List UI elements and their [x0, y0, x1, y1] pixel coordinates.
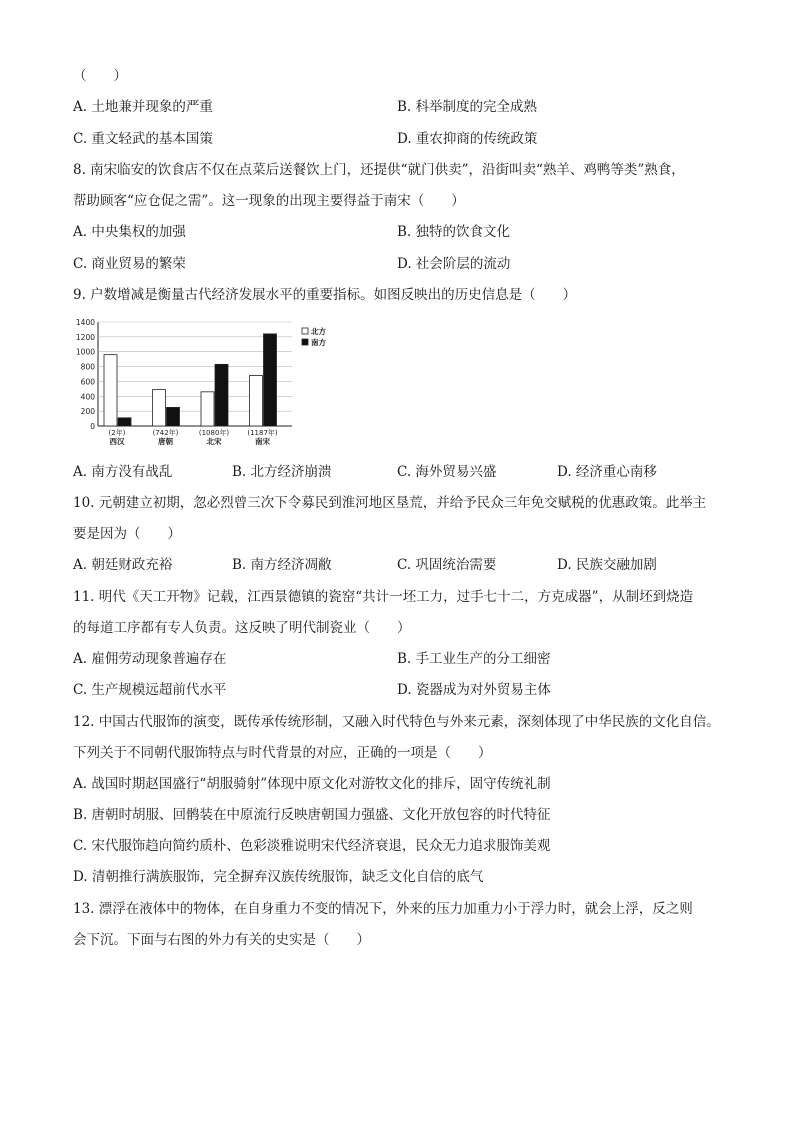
x-category-label: 唐朝 [158, 437, 173, 446]
household-bar-chart [70, 312, 340, 454]
q11-option-a: A. 雇佣劳动现象普遍存在 [73, 651, 227, 667]
bar-north [153, 390, 166, 426]
legend-swatch [302, 339, 308, 345]
y-tick-label: 200 [80, 407, 95, 417]
q8-option-b: B. 独特的饮食文化 [397, 224, 511, 240]
q9-stem-line1: 9. 户数增减是衡量古代经济发展水平的重要指标。如图反映出的历史信息是（ ） [73, 287, 577, 303]
x-year-label: (2年) [108, 429, 126, 437]
q7-option-a: A. 土地兼并现象的严重 [73, 99, 213, 115]
q9-option-c: C. 海外贸易兴盛 [397, 464, 497, 480]
q12-option-b: B. 唐朝时胡服、回鹘装在中原流行反映唐朝国力强盛、文化开放包容的时代特征 [73, 807, 551, 823]
x-category-label: 西汉 [109, 437, 125, 446]
q12-stem-line1: 12. 中国古代服饰的演变，既传承传统形制，又融入时代特色与外来元素，深刻体现了中华民族的文化自信。 [73, 714, 720, 730]
bar-south [118, 418, 131, 426]
y-tick-label: 1200 [75, 332, 95, 342]
q11-stem-line2: 的每道工序都有专人负责。这反映了明代制瓷业（ ） [73, 620, 411, 636]
q7-option-d: D. 重农抑商的传统政策 [397, 131, 538, 147]
q12-option-c: C. 宋代服饰趋向简约质朴、色彩淡雅说明宋代经济衰退，民众无力追求服饰美观 [73, 838, 551, 854]
y-tick-label: 800 [80, 362, 95, 372]
q10-option-c: C. 巩固统治需要 [397, 557, 497, 573]
q9-option-b: B. 北方经济崩溃 [232, 464, 332, 480]
q9-option-a: A. 南方没有战乱 [73, 464, 173, 480]
q11-stem-line1: 11. 明代《天工开物》记载，江西景德镇的瓷窑“共计一坯工力，过手七十二，方克成器”，从制坯到烧造 [73, 589, 694, 605]
x-category-label: 南宋 [255, 437, 270, 446]
q12-option-a: A. 战国时期赵国盛行“胡服骑射”体现中原文化对游牧文化的排斥，固守传统礼制 [73, 776, 551, 792]
bar-south [215, 364, 228, 426]
bar-south [264, 334, 277, 426]
legend-swatch [302, 328, 308, 334]
y-tick-label: 1000 [75, 347, 95, 357]
q11-option-d: D. 瓷器成为对外贸易主体 [397, 682, 551, 698]
x-year-label: (742年) [152, 429, 179, 437]
q12-stem-line2: 下列关于不同朝代服饰特点与时代背景的对应，正确的一项是（ ） [73, 745, 492, 761]
q10-stem-line1: 10. 元朝建立初期，忽必烈曾三次下令募民到淮河地区垦荒，并给予民众三年免交赋税的优惠政策。此举主 [73, 495, 707, 511]
q8-option-c: C. 商业贸易的繁荣 [73, 256, 186, 272]
q8-stem-line2: 帮助顾客“应仓促之需”。这一现象的出现主要得益于南宋（ ） [73, 193, 465, 209]
y-tick-label: 1400 [75, 318, 95, 327]
y-tick-label: 400 [80, 392, 95, 402]
q8-option-d: D. 社会阶层的流动 [397, 256, 511, 272]
q10-option-b: B. 南方经济凋敝 [232, 557, 332, 573]
y-tick-label: 600 [80, 377, 95, 387]
q9-option-d: D. 经济重心南移 [557, 464, 657, 480]
q7-answer-bracket: （ ） [73, 68, 127, 84]
x-category-label: 北宋 [206, 437, 222, 446]
bar-north [201, 392, 214, 426]
q12-option-d: D. 清朝推行满族服饰，完全摒弃汉族传统服饰，缺乏文化自信的底气 [73, 869, 484, 885]
bar-north [250, 375, 263, 426]
q8-option-a: A. 中央集权的加强 [73, 224, 186, 240]
q10-option-d: D. 民族交融加剧 [557, 557, 657, 573]
q11-option-c: C. 生产规模远超前代水平 [73, 682, 227, 698]
q7-option-c: C. 重文轻武的基本国策 [73, 131, 213, 147]
q11-option-b: B. 手工业生产的分工细密 [397, 651, 551, 667]
legend-label: 北方 [311, 327, 326, 336]
q13-stem-line2: 会下沉。下面与右图的外力有关的史实是（ ） [73, 932, 370, 948]
x-year-label: (1187年) [247, 429, 278, 437]
q10-stem-line2: 要是因为（ ） [73, 526, 181, 542]
x-year-label: (1080年) [198, 429, 230, 437]
q10-option-a: A. 朝廷财政充裕 [73, 557, 173, 573]
legend-label: 南方 [311, 338, 326, 347]
bar-south [167, 407, 180, 426]
q7-option-b: B. 科举制度的完全成熟 [397, 99, 538, 115]
q8-stem-line1: 8. 南宋临安的饮食店不仅在点菜后送餐饮上门，还提供“就门供卖”，沿街叫卖“熟羊、鸡鸭等类”熟食， [73, 162, 685, 178]
q13-stem-line1: 13. 漂浮在液体中的物体，在自身重力不变的情况下，外来的压力加重力小于浮力时，就会上浮，反之则 [73, 901, 693, 917]
bar-north [104, 355, 117, 426]
y-tick-label: 0 [90, 422, 95, 431]
